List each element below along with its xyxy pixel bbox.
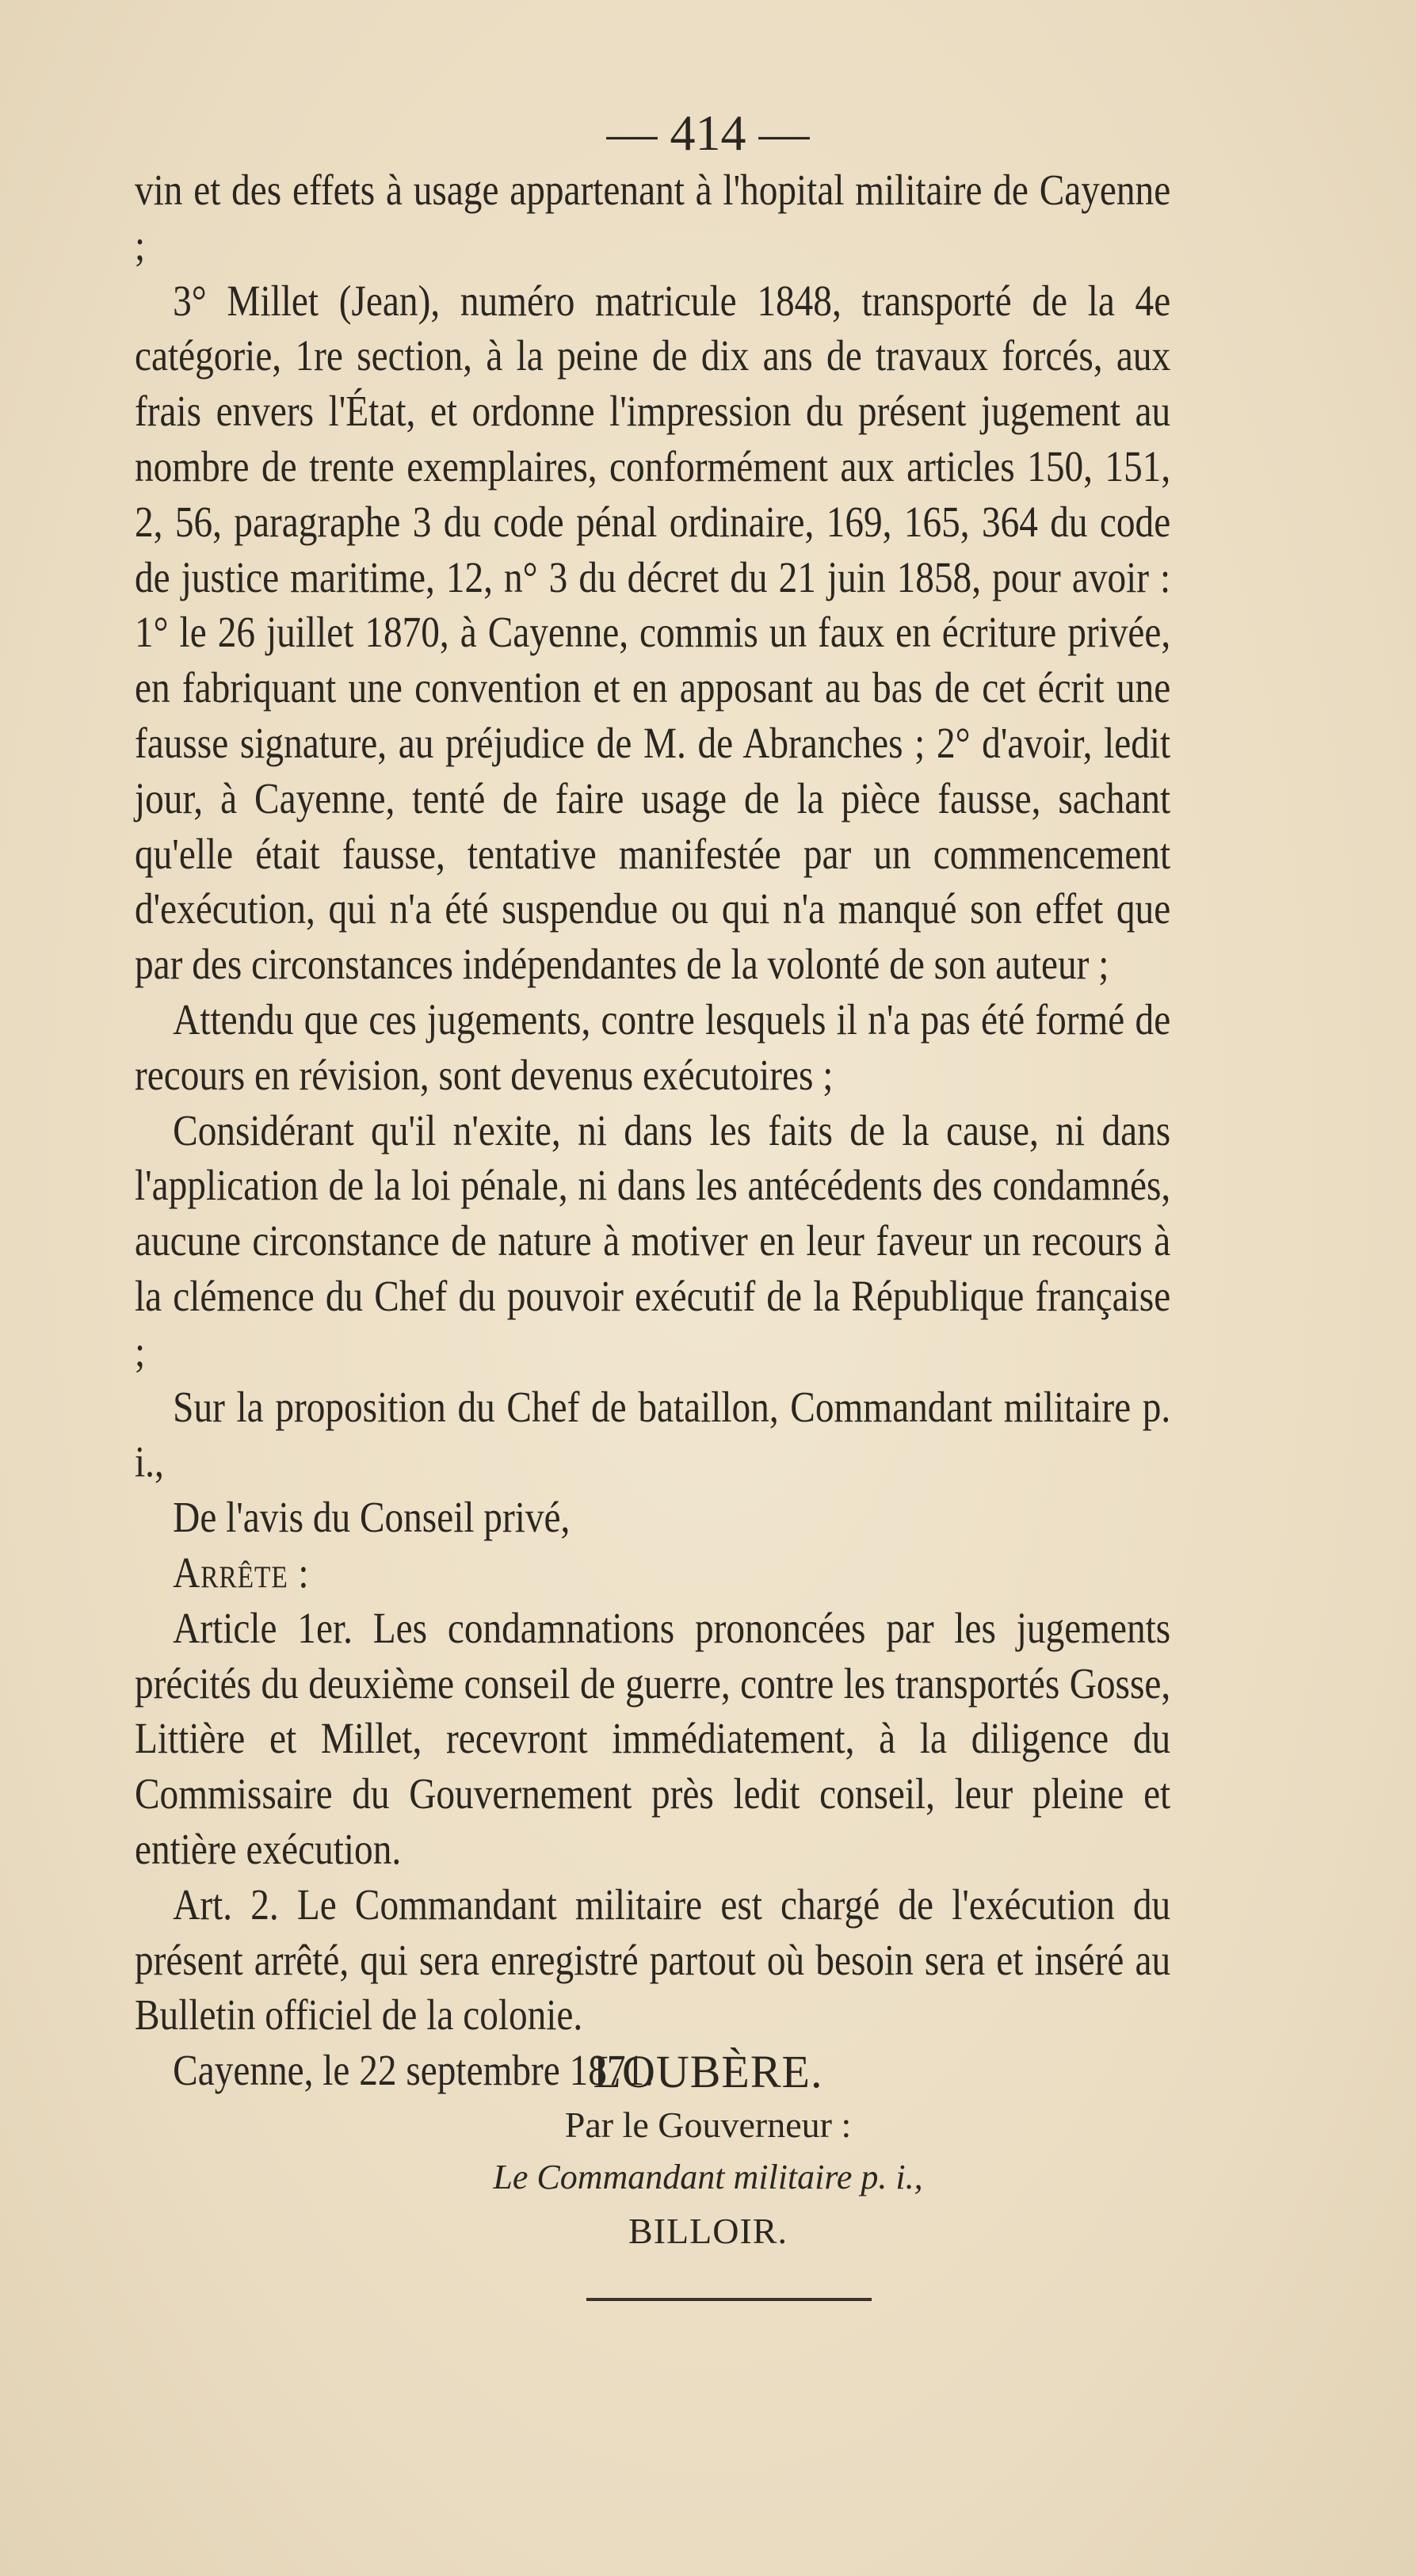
paragraph: De l'avis du Conseil privé, (173, 1493, 571, 1542)
paragraph: Considérant qu'il n'exite, ni dans les faits de la cause, ni dans l'application de la loi pénale, ni dans les antécédents des condamnés, aucune circonstance de nature à motiver en leur faveur un recours à la clémence du Chef du pouvoir exécutif de la République française ; (135, 1105, 1171, 1376)
paragraph: Sur la proposition du Chef de bataillon, Commandant militaire p. i., (135, 1382, 1171, 1486)
date-place: Cayenne, le 22 septembre 1871. (173, 2046, 655, 2095)
countersignatory-name: BILLOIR. (628, 2211, 788, 2251)
signatory-role: Le Commandant militaire p. i., (493, 2158, 923, 2196)
closing-rule (586, 2298, 872, 2301)
page-number: — 414 — (606, 105, 810, 161)
paragraph: 3° Millet (Jean), numéro matricule 1848, transporté de la 4e catégorie, 1re section, à la peine de dix ans de travaux forcés, aux frais envers l'État, et ordonne l'impression du présent jugement au nombre de trente exemplaires, conformément aux articles 150, 151, 2, 56, paragraphe 3 du code pénal ordinaire, 169, 165, 364 du code de justice maritime, 12, n° 3 du décret du 21 juin 1858, pour avoir : 1° le 26 juillet 1870, à Cayenne, commis un faux en écriture privée, en fabriquant une convention et en apposant au bas de cet écrit une fausse signature, au préjudice de M. de Abranches ; 2° d'avoir, ledit jour, à Cayenne, tenté de faire usage de la pièce fausse, sachant qu'elle était fausse, tentative manifestée par un commencement d'exécution, qui n'a été suspendue ou qui n'a manqué son effet que par des circonstances indépendantes de la volonté de son auteur ; (135, 276, 1171, 989)
arrete-heading: Arrête : (173, 1548, 310, 1597)
paragraph: vin et des effets à usage appartenant à l'hopital militaire de Cayenne ; (135, 166, 1171, 269)
article-1: Article 1er. Les condamnations prononcées par les jugements précités du deuxième conseil de guerre, contre les transportés Gosse, Littière et Millet, recevront immédiatement, à la diligence du Commissaire du Gouvernement près ledit conseil, leur pleine et entière exécution. (135, 1603, 1171, 1873)
text-body (135, 162, 1170, 2098)
paragraph: Attendu que ces jugements, contre lesquels il n'a pas été formé de recours en révision, sont devenus exécutoires ; (135, 994, 1171, 1099)
signatory-by: Par le Gouverneur : (564, 2105, 852, 2145)
signatory-name: LOUBÈRE. (593, 2046, 823, 2097)
article-2: Art. 2. Le Commandant militaire est chargé de l'exécution du présent arrêté, qui sera enregistré partout où besoin sera et inséré au Bulletin officiel de la colonie. (135, 1880, 1171, 2040)
